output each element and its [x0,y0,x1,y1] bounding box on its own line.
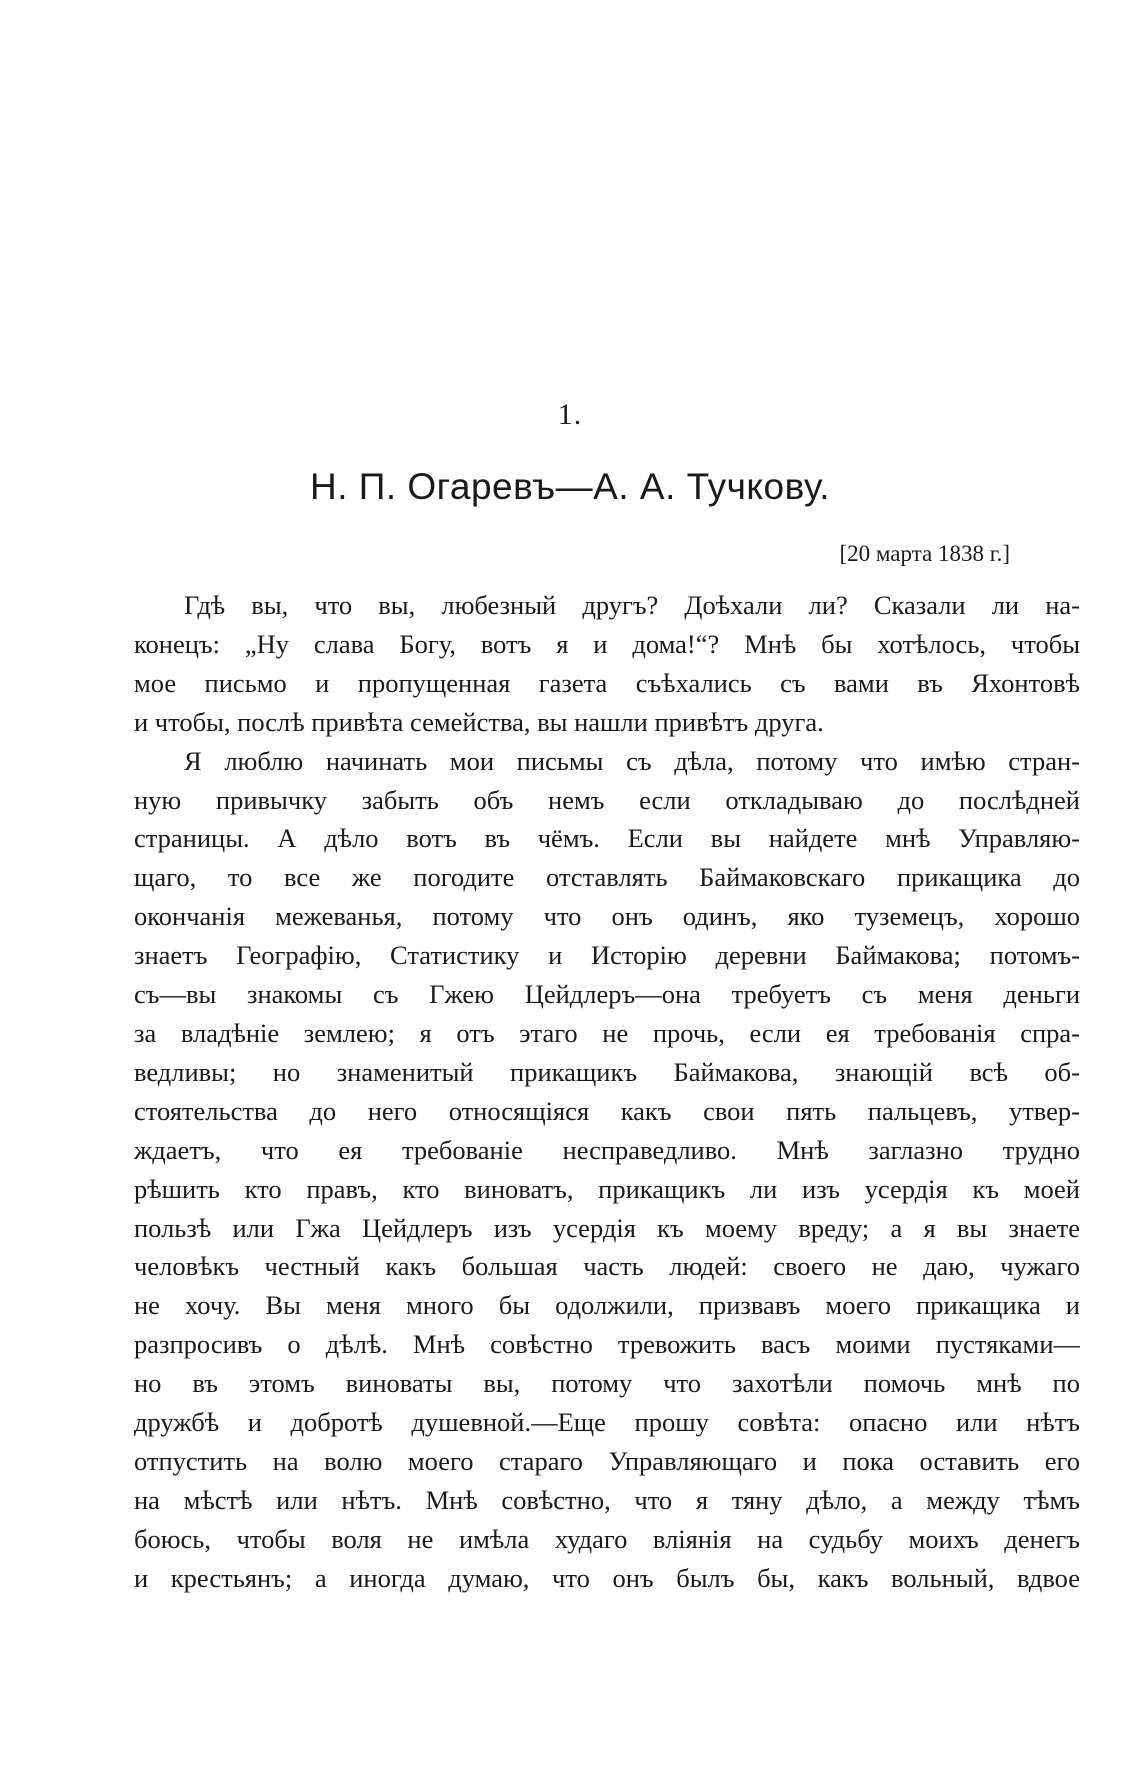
text-line: щаго, то все же погодите отставлять Баймаковскаго прикащика до [134,862,1080,893]
text-line: конецъ: „Ну слава Богу, вотъ я и дома!“? Мнѣ бы хотѣлось, чтобы [134,628,1080,659]
text-line: за владѣніе землею; я отъ этаго не прочь, если ея требованія спра- [134,1017,1080,1048]
text-line: окончанія межеванья, потому что онъ одинъ, яко туземецъ, хорошо [134,901,1080,932]
text-line: дружбѣ и добротѣ душевной.—Еще прошу совѣта: опасно или нѣтъ [134,1407,1080,1438]
text-line: и крестьянъ; а иногда думаю, что онъ былъ бы, какъ вольный, вдвое [134,1562,1080,1593]
letter-title: Н. П. Огаревъ—А. А. Тучкову. [309,466,831,507]
text-line: человѣкъ честный какъ большая часть людей: своего не даю, чужаго [134,1251,1080,1282]
text-line: не хочу. Вы меня много бы одолжили, призвавъ моего прикащика и [134,1290,1080,1321]
text-line: стоятельства до него относящіяся какъ свои пять пальцевъ, утвер- [134,1095,1080,1126]
text-line: и чтобы, послѣ привѣта семейства, вы нашли привѣтъ друга. [134,706,824,737]
text-line: Гдѣ вы, что вы, любезный другъ? Доѣхали ли? Сказали ли на- [184,590,1080,620]
paragraph [134,742,1080,1598]
letter-body [134,586,1080,1598]
text-line: знаетъ Географію, Статистику и Исторію деревни Баймакова; потомъ- [134,940,1080,971]
text-line: ную привычку забыть объ немъ если откладываю до послѣдней [134,784,1080,815]
text-line: Я люблю начинать мои письмы съ дѣла, потому что имѣю стран- [184,745,1080,776]
text-line: рѣшить кто правъ, кто виноватъ, прикащикъ ли изъ усердія къ моей [134,1173,1080,1204]
text-line: на мѣстѣ или нѣтъ. Мнѣ совѣстно, что я тяну дѣло, а между тѣмъ [134,1484,1080,1515]
text-line: но въ этомъ виноваты вы, потому что захотѣли помочь мнѣ по [134,1368,1080,1399]
letter-number: 1. [557,398,583,431]
text-line: разпросивъ о дѣлѣ. Мнѣ совѣстно тревожить васъ моими пустяками— [134,1329,1080,1360]
text-line: пользѣ или Гжа Цейдлеръ изъ усердія къ моему вреду; а я вы знаете [134,1212,1080,1243]
letter-date: [20 марта 1838 г.] [839,541,1010,566]
text-line: съ—вы знакомы съ Гжею Цейдлеръ—она требуетъ съ меня деньги [134,979,1080,1010]
text-line: ждаетъ, что ея требованіе несправедливо. Мнѣ заглазно трудно [134,1134,1080,1165]
text-line: мое письмо и пропущенная газета съѣхались съ вами въ Яхонтовѣ [134,667,1080,698]
text-line: отпустить на волю моего стараго Управляющаго и пока оставить его [134,1445,1080,1476]
text-line: страницы. А дѣло вотъ въ чёмъ. Если вы найдете мнѣ Управляю- [134,823,1080,854]
text-line: ведливы; но знаменитый прикащикъ Баймакова, знающій всѣ об- [134,1056,1080,1087]
paragraph [134,586,1080,742]
text-line: боюсь, чтобы воля не имѣла худаго вліянія на судьбу моихъ денегъ [134,1523,1080,1554]
